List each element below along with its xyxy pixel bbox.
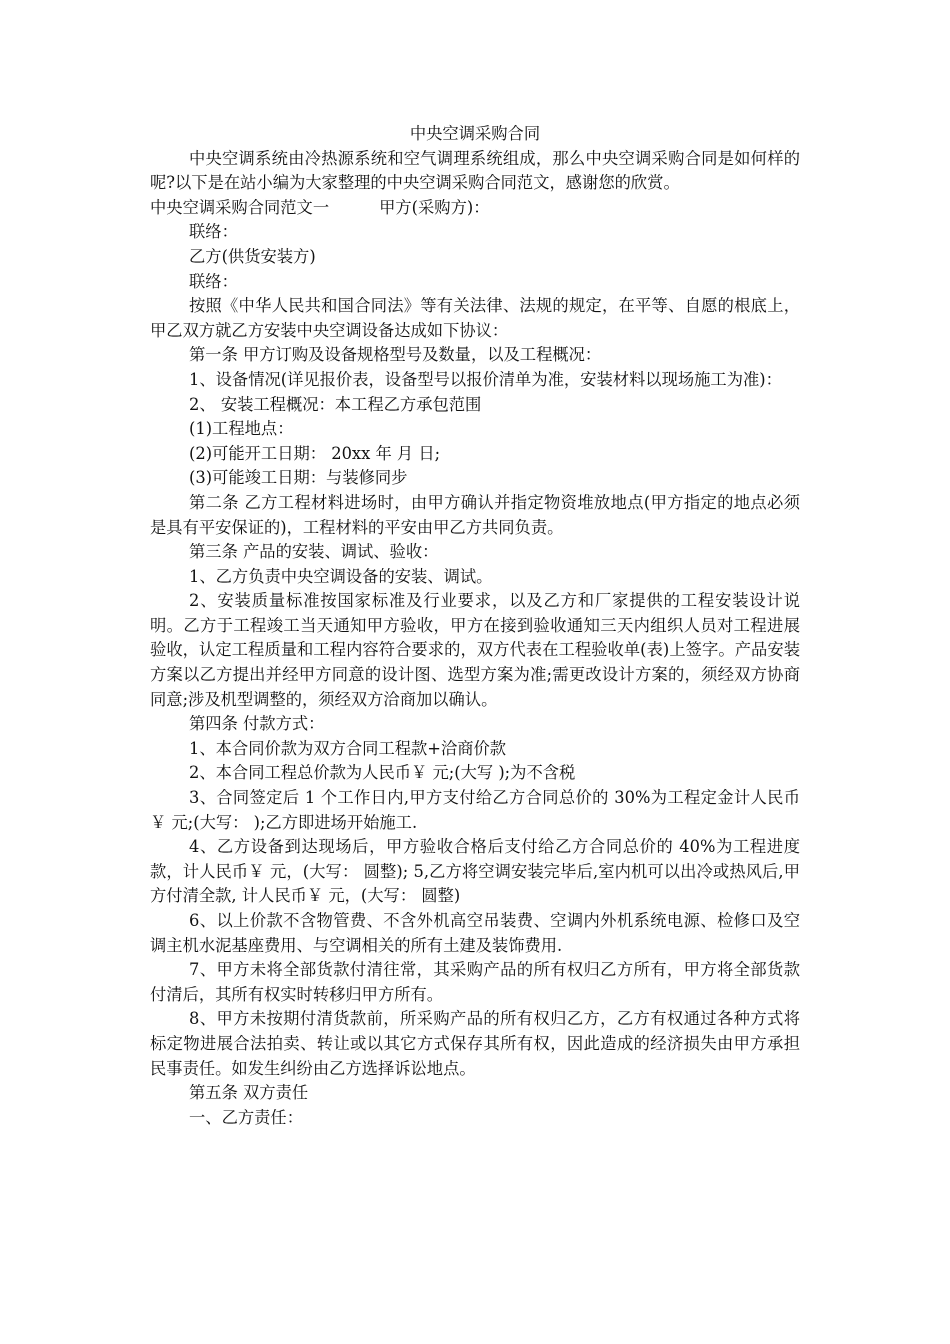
article-1-sub-2: (2)可能开工日期： 20xx 年 月 日; [189, 443, 441, 463]
article-4-item-1: 1、本合同价款为双方合同工程款+洽商价款 [189, 738, 507, 758]
article-1-sub-1: (1)工程地点： [189, 419, 294, 439]
document-title: 中央空调采购合同 [409, 124, 541, 143]
article-1-sub-3: (3)可能竣工日期：与装修同步 [189, 468, 408, 488]
article-4-item-3: 3、合同签定后 1 个工作日内,甲方支付给乙方合同总价的 30%为工程定金计人民币￥ 元;(大写： );乙方即进场开始施工. [150, 788, 800, 832]
article-3-item-1: 1、乙方负责中央空调设备的安装、调试。 [189, 566, 493, 586]
document-page [150, 122, 800, 1130]
article-1-item-2: 2、 安装工程概况：本工程乙方承包范围 [189, 394, 482, 414]
article-1-title: 第一条 甲方订购及设备规格型号及数量，以及工程概况： [189, 345, 602, 365]
article-1-item-1: 1、设备情况(详见报价表，设备型号以报价清单为准，安装材料以现场施工为准)： [189, 369, 782, 389]
article-4-item-6: 6、以上价款不含物管费、不含外机高空吊装费、空调内外机系统电源、检修口及空调主机水泥基座费用、与空调相关的所有土建及装饰费用. [150, 911, 800, 955]
article-4-title: 第四条 付款方式： [189, 714, 325, 734]
article-4-item-4: 4、乙方设备到达现场后，甲方验收合格后支付给乙方合同总价的 40%为工程进度款，计人民币￥ 元，(大写： 圆整); 5,乙方将空调安装完毕后,室内机可以出冷或热风后,甲方付清全款, 计人民币￥ 元，(大写： 圆整) [150, 837, 800, 906]
article-3-title: 第三条 产品的安装、调试、验收： [189, 542, 439, 562]
article-4-item-2: 2、本合同工程总价款为人民币￥ 元;(大写 );为不含税 [189, 763, 576, 783]
intro-paragraph: 中央空调系统由冷热源系统和空气调理系统组成，那么中央空调采购合同是如何样的呢?以下是在站小编为大家整理的中央空调采购合同范文，感谢您的欣赏。 [150, 148, 800, 193]
article-2-paragraph: 第二条 乙方工程材料进场时，由甲方确认并指定物资堆放地点(甲方指定的地点必须是具有平安保证的)，工程材料的平安由甲乙方共同负责。 [150, 492, 800, 537]
contact-line-2: 联络： [189, 271, 238, 291]
article-4-item-8: 8、甲方未按期付清货款前，所采购产品的所有权归乙方，乙方有权通过各种方式将标定物进展合法拍卖、转让或以其它方式保存其所有权，因此造成的经济损失由甲方承担民事责任。如发生纠纷由乙方选择诉讼地点。 [150, 1009, 800, 1078]
article-3-item-2: 2、安装质量标准按国家标准及行业要求，以及乙方和厂家提供的工程安装设计说明。乙方于工程竣工当天通知甲方验收，甲方在接到验收通知三天内组织人员对工程进展验收，认定工程质量和工程内容符合要求的，双方代表在工程验收单(表)上签字。产品安装方案以乙方提出并经甲方同意的设计图、选型方案为准;需更改设计方案的，须经双方协商同意;涉及机型调整的，须经双方洽商加以确认。 [150, 591, 800, 709]
party-a-label: 甲方(采购方)： [379, 197, 490, 217]
preamble-paragraph: 按照《中华人民共和国合同法》等有关法律、法规的规定，在平等、自愿的根底上，甲乙双方就乙方安装中央空调设备达成如下协议： [150, 296, 800, 340]
contact-line-1: 联络： [189, 222, 238, 242]
sample-heading-line [150, 196, 800, 221]
article-5-sub-1: 一、乙方责任： [189, 1107, 303, 1127]
party-b-label: 乙方(供货安装方) [189, 246, 316, 266]
article-5-title: 第五条 双方责任 [189, 1083, 309, 1103]
article-4-item-7: 7、甲方未将全部货款付清往常，其采购产品的所有权归乙方所有，甲方将全部货款付清后，其所有权实时转移归甲方所有。 [150, 960, 800, 1004]
sample-heading: 中央空调采购合同范文一 [150, 197, 330, 217]
